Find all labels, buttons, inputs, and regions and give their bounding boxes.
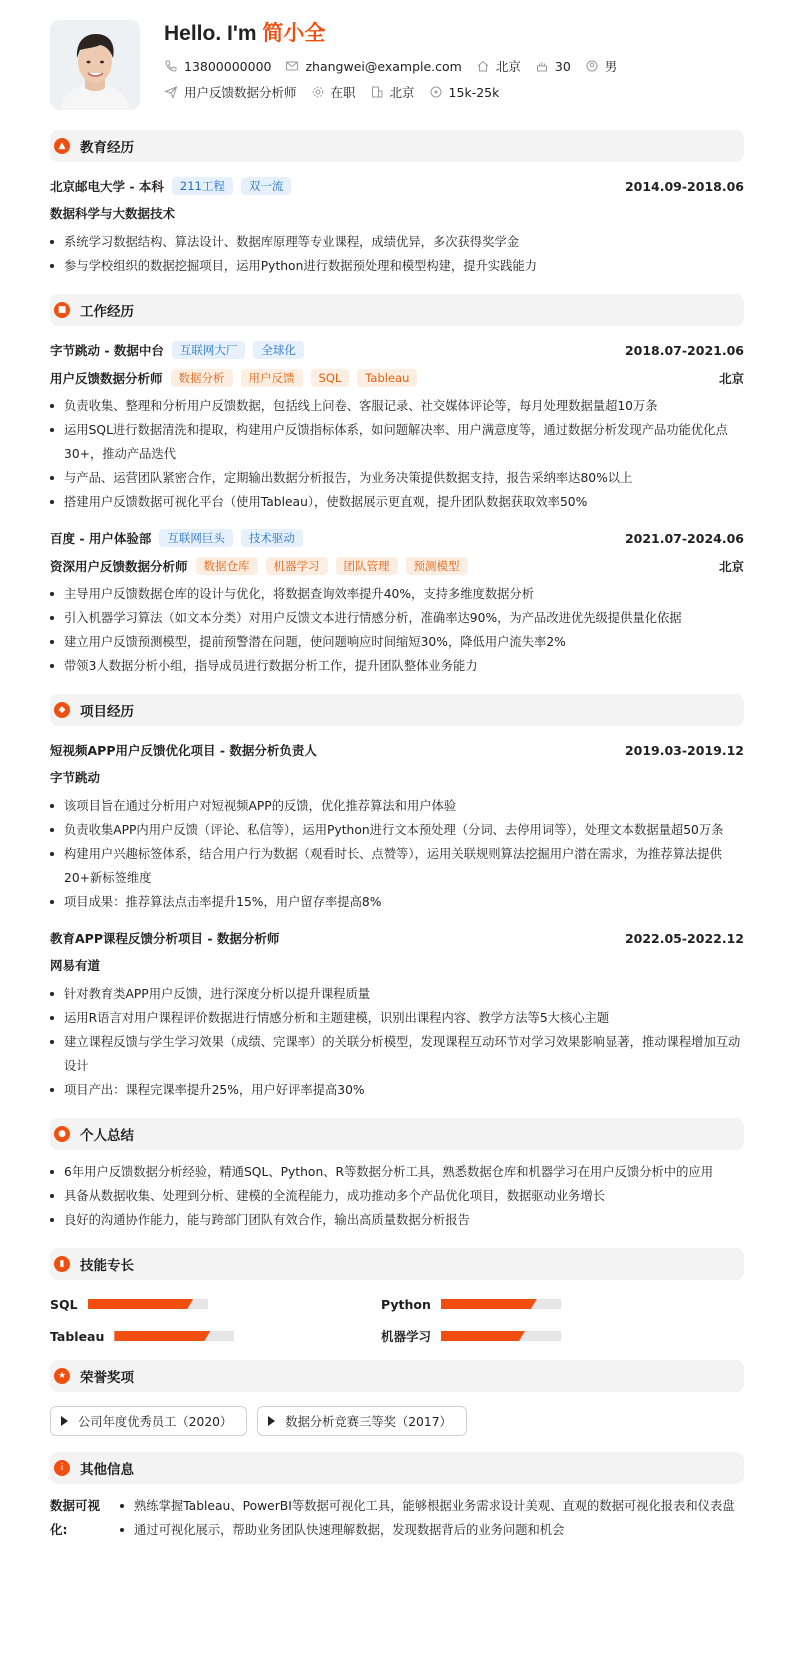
company-tag: 互联网大厂	[172, 341, 246, 359]
list-item: 运用R语言对用户课程评价数据进行情感分析和主题建模，识别出课程内容、教学方法等5大核心主题	[50, 1006, 744, 1030]
role-tag: SQL	[311, 369, 350, 387]
info-icon: i	[54, 1460, 70, 1476]
school-name: 北京邮电大学 - 本科	[50, 179, 164, 194]
project-name: 教育APP课程反馈分析项目 - 数据分析师	[50, 931, 280, 946]
school-tag: 211工程	[172, 177, 233, 195]
list-item: 主导用户反馈数据仓库的设计与优化，将数据查询效率提升40%，支持多维度数据分析	[50, 582, 744, 606]
education-row	[50, 176, 744, 196]
role-name: 资深用户反馈数据分析师	[50, 559, 188, 574]
major: 数据科学与大数据技术	[50, 206, 176, 221]
award-item	[257, 1406, 467, 1436]
work-city: 北京	[718, 371, 744, 386]
awards-list	[50, 1406, 744, 1436]
role-tag: 预测模型	[406, 557, 468, 575]
play-icon	[61, 1416, 68, 1426]
coin-icon	[429, 85, 443, 99]
list-item: 6年用户反馈数据分析经验，精通SQL、Python、R等数据分析工具，熟悉数据仓库和机器学习在用户反馈分析中的应用	[50, 1160, 744, 1184]
header-info	[164, 20, 631, 102]
medal-icon: ★	[54, 1368, 70, 1384]
education-date: 2014.09-2018.06	[624, 178, 744, 194]
skills-title: 技能专长	[80, 1258, 134, 1274]
greeting-heading	[164, 20, 631, 48]
skill-name: SQL	[50, 1296, 78, 1312]
candidate-name: 简小全	[262, 22, 326, 45]
gear-icon	[311, 85, 325, 99]
summary-section-header	[50, 1118, 744, 1150]
resume-header	[50, 20, 744, 112]
list-item: 运用SQL进行数据清洗和提取，构建用户反馈指标体系，如问题解决率、用户满意度等，通过数据分析发现产品功能优化点30+，推动产品迭代	[50, 418, 744, 466]
grid-icon: ◆	[54, 702, 70, 718]
person-icon	[585, 59, 599, 73]
project-name: 短视频APP用户反馈优化项目 - 数据分析负责人	[50, 743, 317, 758]
award-item	[50, 1406, 247, 1436]
award-text: 数据分析竞赛三等奖（2017）	[285, 1415, 452, 1429]
building-icon	[370, 85, 384, 99]
send-icon	[164, 85, 178, 99]
projects-title: 项目经历	[80, 704, 134, 720]
list-item: 具备从数据收集、处理到分析、建模的全流程能力，成功推动多个产品优化项目，数据驱动业务增长	[50, 1184, 744, 1208]
profile-photo	[50, 20, 140, 110]
project-entry	[50, 928, 744, 1102]
work-city: 北京	[718, 559, 744, 574]
skill-name: Tableau	[50, 1328, 105, 1344]
list-item: 引入机器学习算法（如文本分类）对用户反馈文本进行情感分析，准确率达90%，为产品改进优先级提供量化依据	[50, 606, 744, 630]
company-tag: 技术驱动	[241, 529, 303, 547]
skill-bar	[114, 1331, 234, 1341]
education-section-header	[50, 130, 744, 162]
education-entry	[50, 176, 744, 278]
contact-row	[164, 56, 631, 76]
gender-item	[585, 57, 618, 75]
skill-bar	[88, 1299, 208, 1309]
skill-bar-fill	[441, 1331, 525, 1341]
skill-item	[50, 1328, 381, 1344]
phone-text: 13800000000	[184, 58, 272, 74]
work-entry	[50, 528, 744, 678]
salary-item	[429, 85, 500, 100]
list-item: 搭建用户反馈数据可视化平台（使用Tableau），使数据展示更直观，提升团队数据获取效率50%	[50, 490, 744, 514]
school-tag: 双一流	[241, 177, 292, 195]
skill-bar	[441, 1299, 561, 1309]
project-date: 2019.03-2019.12	[624, 742, 744, 758]
phone-icon	[164, 59, 178, 73]
company-tag: 互联网巨头	[159, 529, 233, 547]
role-tag: 数据分析	[171, 369, 233, 387]
work-bullets	[50, 582, 744, 678]
list-item: 熟练掌握Tableau、PowerBI等数据可视化工具，能够根据业务需求设计美观、直观的数据可视化报表和仪表盘	[120, 1494, 735, 1518]
project-bullets	[50, 794, 744, 914]
company-name: 字节跳动 - 数据中台	[50, 343, 164, 358]
skill-name: 机器学习	[381, 1329, 432, 1344]
job-title-item	[164, 83, 297, 101]
list-item: 参与学校组织的数据挖掘项目，运用Python进行数据预处理和模型构建，提升实践能力	[50, 254, 744, 278]
awards-title: 荣誉奖项	[80, 1370, 134, 1386]
job-title-text: 用户反馈数据分析师	[184, 85, 297, 100]
list-item: 针对教育类APP用户反馈，进行深度分析以提升课程质量	[50, 982, 744, 1006]
role-tag: 数据仓库	[196, 557, 258, 575]
work-entry	[50, 340, 744, 514]
salary-text: 15k-25k	[448, 84, 500, 100]
home-icon	[476, 59, 490, 73]
company-name: 百度 - 用户体验部	[50, 531, 152, 546]
company-tag: 全球化	[253, 341, 304, 359]
role-tag: 用户反馈	[241, 369, 303, 387]
location-item	[476, 57, 521, 75]
greeting-text: Hello. I'm	[164, 22, 257, 45]
phone-item	[164, 59, 271, 74]
awards-section-header	[50, 1360, 744, 1392]
status-text: 在职	[330, 85, 356, 100]
project-org: 字节跳动	[50, 770, 101, 785]
play-icon	[268, 1416, 275, 1426]
gender-text: 男	[604, 59, 618, 74]
skill-item	[50, 1296, 381, 1312]
projects-section-header	[50, 694, 744, 726]
list-item: 构建用户兴趣标签体系，结合用户行为数据（观看时长、点赞等），运用关联规则算法挖掘用户潜在需求，为推荐算法提供20+新标签维度	[50, 842, 744, 890]
role-tag: 机器学习	[266, 557, 328, 575]
summary-bullets	[50, 1160, 744, 1232]
list-item: 建立课程反馈与学生学习效果（成绩、完课率）的关联分析模型，发现课程互动环节对学习效果影响显著，推动课程增加互动设计	[50, 1030, 744, 1078]
list-item: 负责收集、整理和分析用户反馈数据，包括线上问卷、客服记录、社交媒体评论等，每月处理数据量超10万条	[50, 394, 744, 418]
other-label: 数据可视化:	[50, 1498, 101, 1537]
chart-icon: ▮	[54, 1256, 70, 1272]
target-city-item	[370, 83, 415, 101]
other-title: 其他信息	[80, 1462, 134, 1478]
work-section-header	[50, 294, 744, 326]
cake-icon	[535, 59, 549, 73]
other-bullets	[120, 1494, 735, 1542]
other-section-header	[50, 1452, 744, 1484]
skill-bar-fill	[114, 1331, 210, 1341]
job-intent-row	[164, 82, 631, 102]
list-item: 项目成果：推荐算法点击率提升15%，用户留存率提高8%	[50, 890, 744, 914]
summary-title: 个人总结	[80, 1128, 134, 1144]
skill-bar	[441, 1331, 561, 1341]
skill-item	[381, 1328, 702, 1344]
project-bullets	[50, 982, 744, 1102]
user-icon: ●	[54, 1126, 70, 1142]
target-city-text: 北京	[389, 85, 415, 100]
work-date: 2021.07-2024.06	[624, 530, 744, 546]
role-tag: Tableau	[357, 369, 417, 387]
education-bullets	[50, 230, 744, 278]
other-info	[50, 1494, 744, 1542]
age-text: 30	[554, 58, 571, 74]
skills-section-header	[50, 1248, 744, 1280]
project-org: 网易有道	[50, 958, 101, 973]
work-title: 工作经历	[80, 304, 134, 320]
skill-item	[381, 1296, 702, 1312]
status-item	[311, 83, 356, 101]
list-item: 良好的沟通协作能力，能与跨部门团队有效合作，输出高质量数据分析报告	[50, 1208, 744, 1232]
skill-bar-fill	[441, 1299, 537, 1309]
skills-grid	[50, 1296, 744, 1344]
award-text: 公司年度优秀员工（2020）	[78, 1415, 233, 1429]
briefcase-icon: ■	[54, 302, 70, 318]
role-tag: 团队管理	[336, 557, 398, 575]
list-item: 该项目旨在通过分析用户对短视频APP的反馈，优化推荐算法和用户体验	[50, 794, 744, 818]
project-entry	[50, 740, 744, 914]
email-item	[285, 59, 461, 74]
location-text: 北京	[495, 59, 521, 74]
list-item: 带领3人数据分析小组，指导成员进行数据分析工作，提升团队整体业务能力	[50, 654, 744, 678]
skill-name: Python	[381, 1296, 431, 1312]
work-date: 2018.07-2021.06	[624, 342, 744, 358]
email-text: zhangwei@example.com	[305, 58, 462, 74]
mail-icon	[285, 59, 299, 73]
list-item: 负责收集APP内用户反馈（评论、私信等），运用Python进行文本预处理（分词、去停用词等），处理文本数据量超50万条	[50, 818, 744, 842]
list-item: 项目产出：课程完课率提升25%，用户好评率提高30%	[50, 1078, 744, 1102]
age-item	[535, 59, 571, 74]
list-item: 系统学习数据结构、算法设计、数据库原理等专业课程，成绩优异，多次获得奖学金	[50, 230, 744, 254]
graduation-cap-icon: ▲	[54, 138, 70, 154]
skill-bar-fill	[88, 1299, 194, 1309]
role-name: 用户反馈数据分析师	[50, 371, 163, 386]
education-title: 教育经历	[80, 140, 134, 156]
work-bullets	[50, 394, 744, 514]
list-item: 与产品、运营团队紧密合作，定期输出数据分析报告，为业务决策提供数据支持，报告采纳率达80%以上	[50, 466, 744, 490]
list-item: 建立用户反馈预测模型，提前预警潜在问题，使问题响应时间缩短30%，降低用户流失率2%	[50, 630, 744, 654]
list-item: 通过可视化展示，帮助业务团队快速理解数据，发现数据背后的业务问题和机会	[120, 1518, 735, 1542]
project-date: 2022.05-2022.12	[624, 930, 744, 946]
